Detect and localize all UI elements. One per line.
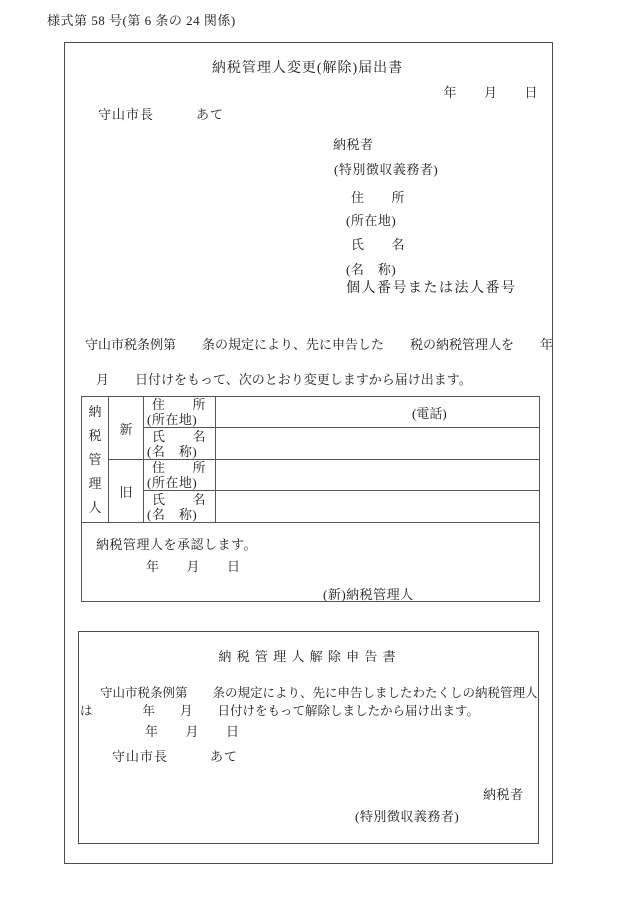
phone-label: (電話) bbox=[412, 405, 447, 421]
release-signer-sub-label: (特別徴収義務者) bbox=[355, 809, 460, 824]
new-address-input-cell[interactable] bbox=[216, 397, 540, 428]
old-name-input-cell[interactable] bbox=[216, 491, 540, 523]
release-form-addressee: 守山市長 あて bbox=[112, 749, 239, 764]
taxpayer-label: 納税者 bbox=[333, 137, 374, 152]
change-form-addressee: 守山市長 あて bbox=[98, 107, 225, 122]
table-group-label-cell bbox=[82, 397, 109, 523]
special-collector-label: (特別徴収義務者) bbox=[334, 162, 439, 177]
new-address-field-label bbox=[144, 397, 216, 428]
release-signer-label: 納税者 bbox=[483, 787, 524, 802]
new-tax-agent-signature-label: (新)納税管理人 bbox=[323, 587, 414, 602]
tax-agent-table bbox=[81, 396, 540, 602]
release-form-title: 納 税 管 理 人 解 除 申 告 書 bbox=[218, 649, 397, 664]
address-field-line2: (所在地) bbox=[147, 412, 198, 427]
change-form-body-line1: 守山市税条例第 条の規定により、先に申告した 税の納税管理人を 年 bbox=[85, 337, 554, 352]
address-field-line2: (所在地) bbox=[147, 475, 198, 490]
new-name-field-label bbox=[144, 428, 216, 460]
address-field-line1: 住 所 bbox=[152, 460, 207, 475]
name-field-line1: 氏 名 bbox=[152, 428, 207, 444]
old-address-field-label bbox=[144, 460, 216, 491]
change-form-title: 納税管理人変更(解除)届出書 bbox=[211, 61, 404, 76]
taxpayer-address-label: 住 所 bbox=[351, 190, 406, 205]
name-field-line2: (名 称) bbox=[147, 506, 198, 522]
taxpayer-location-label: (所在地) bbox=[346, 213, 397, 228]
change-form-date-blank: 年 月 日 bbox=[443, 85, 538, 100]
taxpayer-title-label: (名 称) bbox=[346, 262, 397, 277]
approval-statement: 納税管理人を承認します。 bbox=[96, 537, 257, 552]
address-field-line1: 住 所 bbox=[152, 397, 207, 412]
old-address-input-cell[interactable] bbox=[216, 460, 540, 491]
old-name-field-label bbox=[144, 491, 216, 523]
name-field-line2: (名 称) bbox=[147, 443, 198, 459]
approval-date-blank: 年 月 日 bbox=[146, 559, 241, 574]
taxpayer-name-label: 氏 名 bbox=[351, 237, 406, 252]
old-row-label: 旧 bbox=[109, 460, 144, 523]
release-form-body-line1: 守山市税条例第 条の規定により、先に申告しましたわたくしの納税管理人 bbox=[100, 686, 538, 700]
name-field-line1: 氏 名 bbox=[152, 491, 207, 507]
tax-agent-vertical-label: 納税管理人 bbox=[88, 403, 102, 515]
taxpayer-id-number-label: 個人番号または法人番号 bbox=[346, 281, 517, 296]
form-number-note: 様式第 58 号(第 6 条の 24 関係) bbox=[47, 13, 236, 28]
change-form-body-line2: 月 日付けをもって、次のとおり変更しますから届け出ます。 bbox=[96, 372, 472, 387]
release-form-body-line2: は 年 月 日付けをもって解除しましたから届け出ます。 bbox=[80, 704, 480, 718]
new-row-label: 新 bbox=[109, 397, 144, 460]
release-form-date-blank: 年 月 日 bbox=[145, 724, 240, 739]
new-name-input-cell[interactable] bbox=[216, 428, 540, 460]
approval-section bbox=[82, 523, 540, 602]
